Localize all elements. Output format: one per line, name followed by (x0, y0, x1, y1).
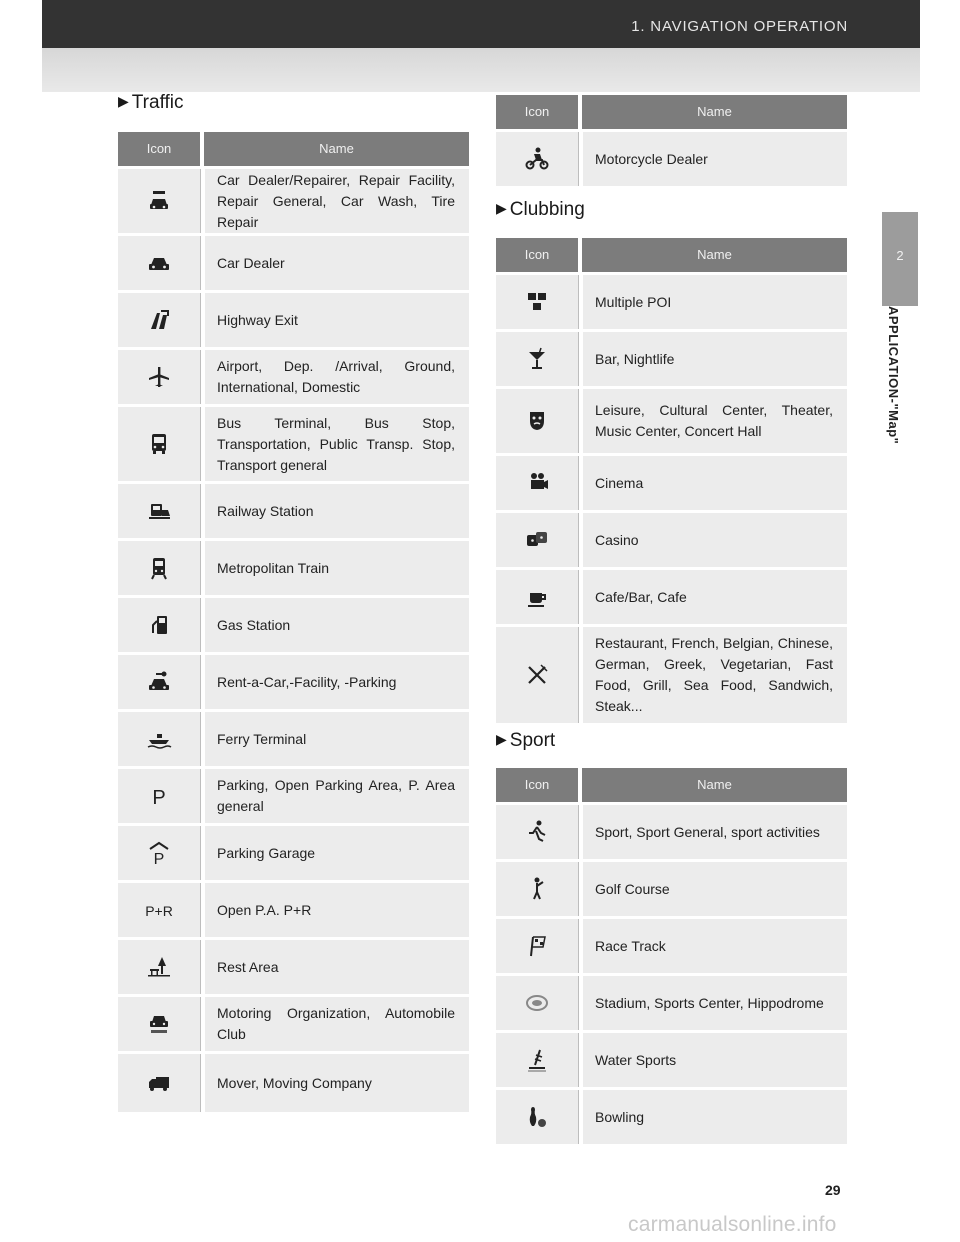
table-cell-name: Railway Station (205, 484, 469, 538)
metro-train-icon (146, 555, 172, 581)
table-cell-name: Open P.A. P+R (205, 883, 469, 937)
table-row (118, 484, 469, 538)
cocktail-icon (524, 346, 550, 372)
table-header (496, 238, 847, 272)
multiple-poi-icon (524, 289, 550, 315)
chapter-label: APPLICATION-"Map" (886, 306, 901, 445)
table-cell-name: Motorcycle Dealer (583, 132, 847, 186)
traffic-table (118, 132, 469, 1112)
golfer-icon (524, 876, 550, 902)
table-row (118, 350, 469, 404)
table-row (496, 805, 847, 859)
car-icon (146, 250, 172, 276)
svg-text:P+R: P+R (145, 903, 173, 919)
header-title: 1. NAVIGATION OPERATION (631, 18, 848, 35)
traffic-continued-table (496, 95, 847, 186)
table-cell-name: Stadium, Sports Center, Hippodrome (583, 976, 847, 1030)
table-cell-name: Parking, Open Parking Area, P. Area general (205, 769, 469, 823)
parking-garage-icon (146, 840, 172, 866)
table-row (118, 169, 469, 233)
table-cell-name: Multiple POI (583, 275, 847, 329)
table-cell-name: Metropolitan Train (205, 541, 469, 595)
table-row (496, 513, 847, 567)
section-title-traffic-text: Traffic (131, 92, 184, 113)
table-cell-name: Parking Garage (205, 826, 469, 880)
section-title-sport-text: Sport (509, 730, 556, 751)
column-header-icon: Icon (496, 95, 578, 129)
parking-icon (146, 783, 172, 809)
table-cell-name: Rest Area (205, 940, 469, 994)
table-row (118, 997, 469, 1051)
table-row (118, 598, 469, 652)
film-camera-icon (524, 470, 550, 496)
table-cell-name: Race Track (583, 919, 847, 973)
train-icon (146, 498, 172, 524)
table-row (496, 976, 847, 1030)
table-cell-name: Bowling (583, 1090, 847, 1144)
table-cell-name: Ferry Terminal (205, 712, 469, 766)
cutlery-icon (524, 662, 550, 688)
table-row (496, 456, 847, 510)
table-header (118, 132, 469, 166)
stadium-icon (524, 990, 550, 1016)
table-cell-name: Cinema (583, 456, 847, 510)
table-cell-name: Casino (583, 513, 847, 567)
chapter-tab[interactable] (882, 212, 918, 306)
motorcycle-icon (524, 146, 550, 172)
table-row (496, 1090, 847, 1144)
page-number: 29 (825, 1182, 841, 1198)
table-row (496, 332, 847, 386)
table-cell-name: Rent-a-Car,-Facility, -Parking (205, 655, 469, 709)
table-row (496, 919, 847, 973)
table-cell-name: Bar, Nightlife (583, 332, 847, 386)
column-header-icon: Icon (496, 238, 578, 272)
motoring-club-icon (146, 1011, 172, 1037)
table-row (496, 627, 847, 723)
column-header-name: Name (582, 95, 847, 129)
water-ski-icon (524, 1047, 550, 1073)
table-row (118, 236, 469, 290)
column-header-icon: Icon (496, 768, 578, 802)
bus-icon (146, 431, 172, 457)
highway-exit-icon (146, 307, 172, 333)
table-row (118, 883, 469, 937)
table-row (118, 1054, 469, 1112)
table-row (496, 389, 847, 453)
table-row (118, 712, 469, 766)
table-row (118, 655, 469, 709)
table-row (118, 293, 469, 347)
page-header (42, 0, 920, 48)
table-row (496, 275, 847, 329)
rent-a-car-icon (146, 669, 172, 695)
table-header (496, 95, 847, 129)
ferry-icon (146, 726, 172, 752)
table-row (496, 1033, 847, 1087)
table-row (118, 407, 469, 481)
running-icon (524, 819, 550, 845)
table-cell-name: Mover, Moving Company (205, 1054, 469, 1112)
section-title-traffic: ▶ Traffic (118, 92, 184, 113)
table-cell-name: Sport, Sport General, sport activities (583, 805, 847, 859)
column-header-icon: Icon (118, 132, 200, 166)
table-cell-name: Gas Station (205, 598, 469, 652)
sport-table (496, 768, 847, 1144)
table-cell-name: Cafe/Bar, Cafe (583, 570, 847, 624)
fuel-pump-icon (146, 612, 172, 638)
svg-text:P: P (152, 787, 166, 809)
dice-icon (524, 527, 550, 553)
header-strip (42, 48, 920, 92)
table-cell-name: Car Dealer/Repairer, Repair Facility, Repair General, Car Wash, Tire Repair (205, 169, 469, 233)
table-cell-name: Motoring Organization, Automobile Club (205, 997, 469, 1051)
table-cell-name: Leisure, Cultural Center, Theater, Music Center, Concert Hall (583, 389, 847, 453)
moving-truck-icon (146, 1070, 172, 1096)
theater-mask-icon (524, 408, 550, 434)
svg-text:P: P (153, 851, 165, 866)
clubbing-table (496, 238, 847, 723)
table-header (496, 768, 847, 802)
table-cell-name: Bus Terminal, Bus Stop, Transportation, Public Transp. Stop, Transport general (205, 407, 469, 481)
table-row (118, 541, 469, 595)
column-header-name: Name (204, 132, 469, 166)
table-row (118, 769, 469, 823)
airplane-icon (146, 364, 172, 390)
car-repair-icon (146, 188, 172, 214)
table-row (496, 570, 847, 624)
checkered-flag-icon (524, 933, 550, 959)
table-cell-name: Golf Course (583, 862, 847, 916)
table-row (496, 862, 847, 916)
coffee-cup-icon (524, 584, 550, 610)
table-row (118, 940, 469, 994)
section-title-clubbing: ▶ Clubbing (496, 199, 585, 220)
park-and-ride-icon (143, 897, 175, 923)
rest-area-icon (146, 954, 172, 980)
section-title-clubbing-text: Clubbing (509, 199, 585, 220)
table-row (118, 826, 469, 880)
bowling-icon (524, 1104, 550, 1130)
table-cell-name: Water Sports (583, 1033, 847, 1087)
table-cell-name: Airport, Dep. /Arrival, Ground, International, Domestic (205, 350, 469, 404)
table-cell-name: Restaurant, French, Belgian, Chinese, German, Greek, Vegetarian, Fast Food, Grill, Sea Food, Sandwich, Steak... (583, 627, 847, 723)
table-row (496, 132, 847, 186)
column-header-name: Name (582, 768, 847, 802)
section-title-sport: ▶ Sport (496, 730, 556, 751)
table-cell-name: Highway Exit (205, 293, 469, 347)
column-header-name: Name (582, 238, 847, 272)
chapter-number: 2 (896, 248, 904, 263)
watermark-text: carmanualsonline.info (628, 1213, 837, 1236)
table-cell-name: Car Dealer (205, 236, 469, 290)
